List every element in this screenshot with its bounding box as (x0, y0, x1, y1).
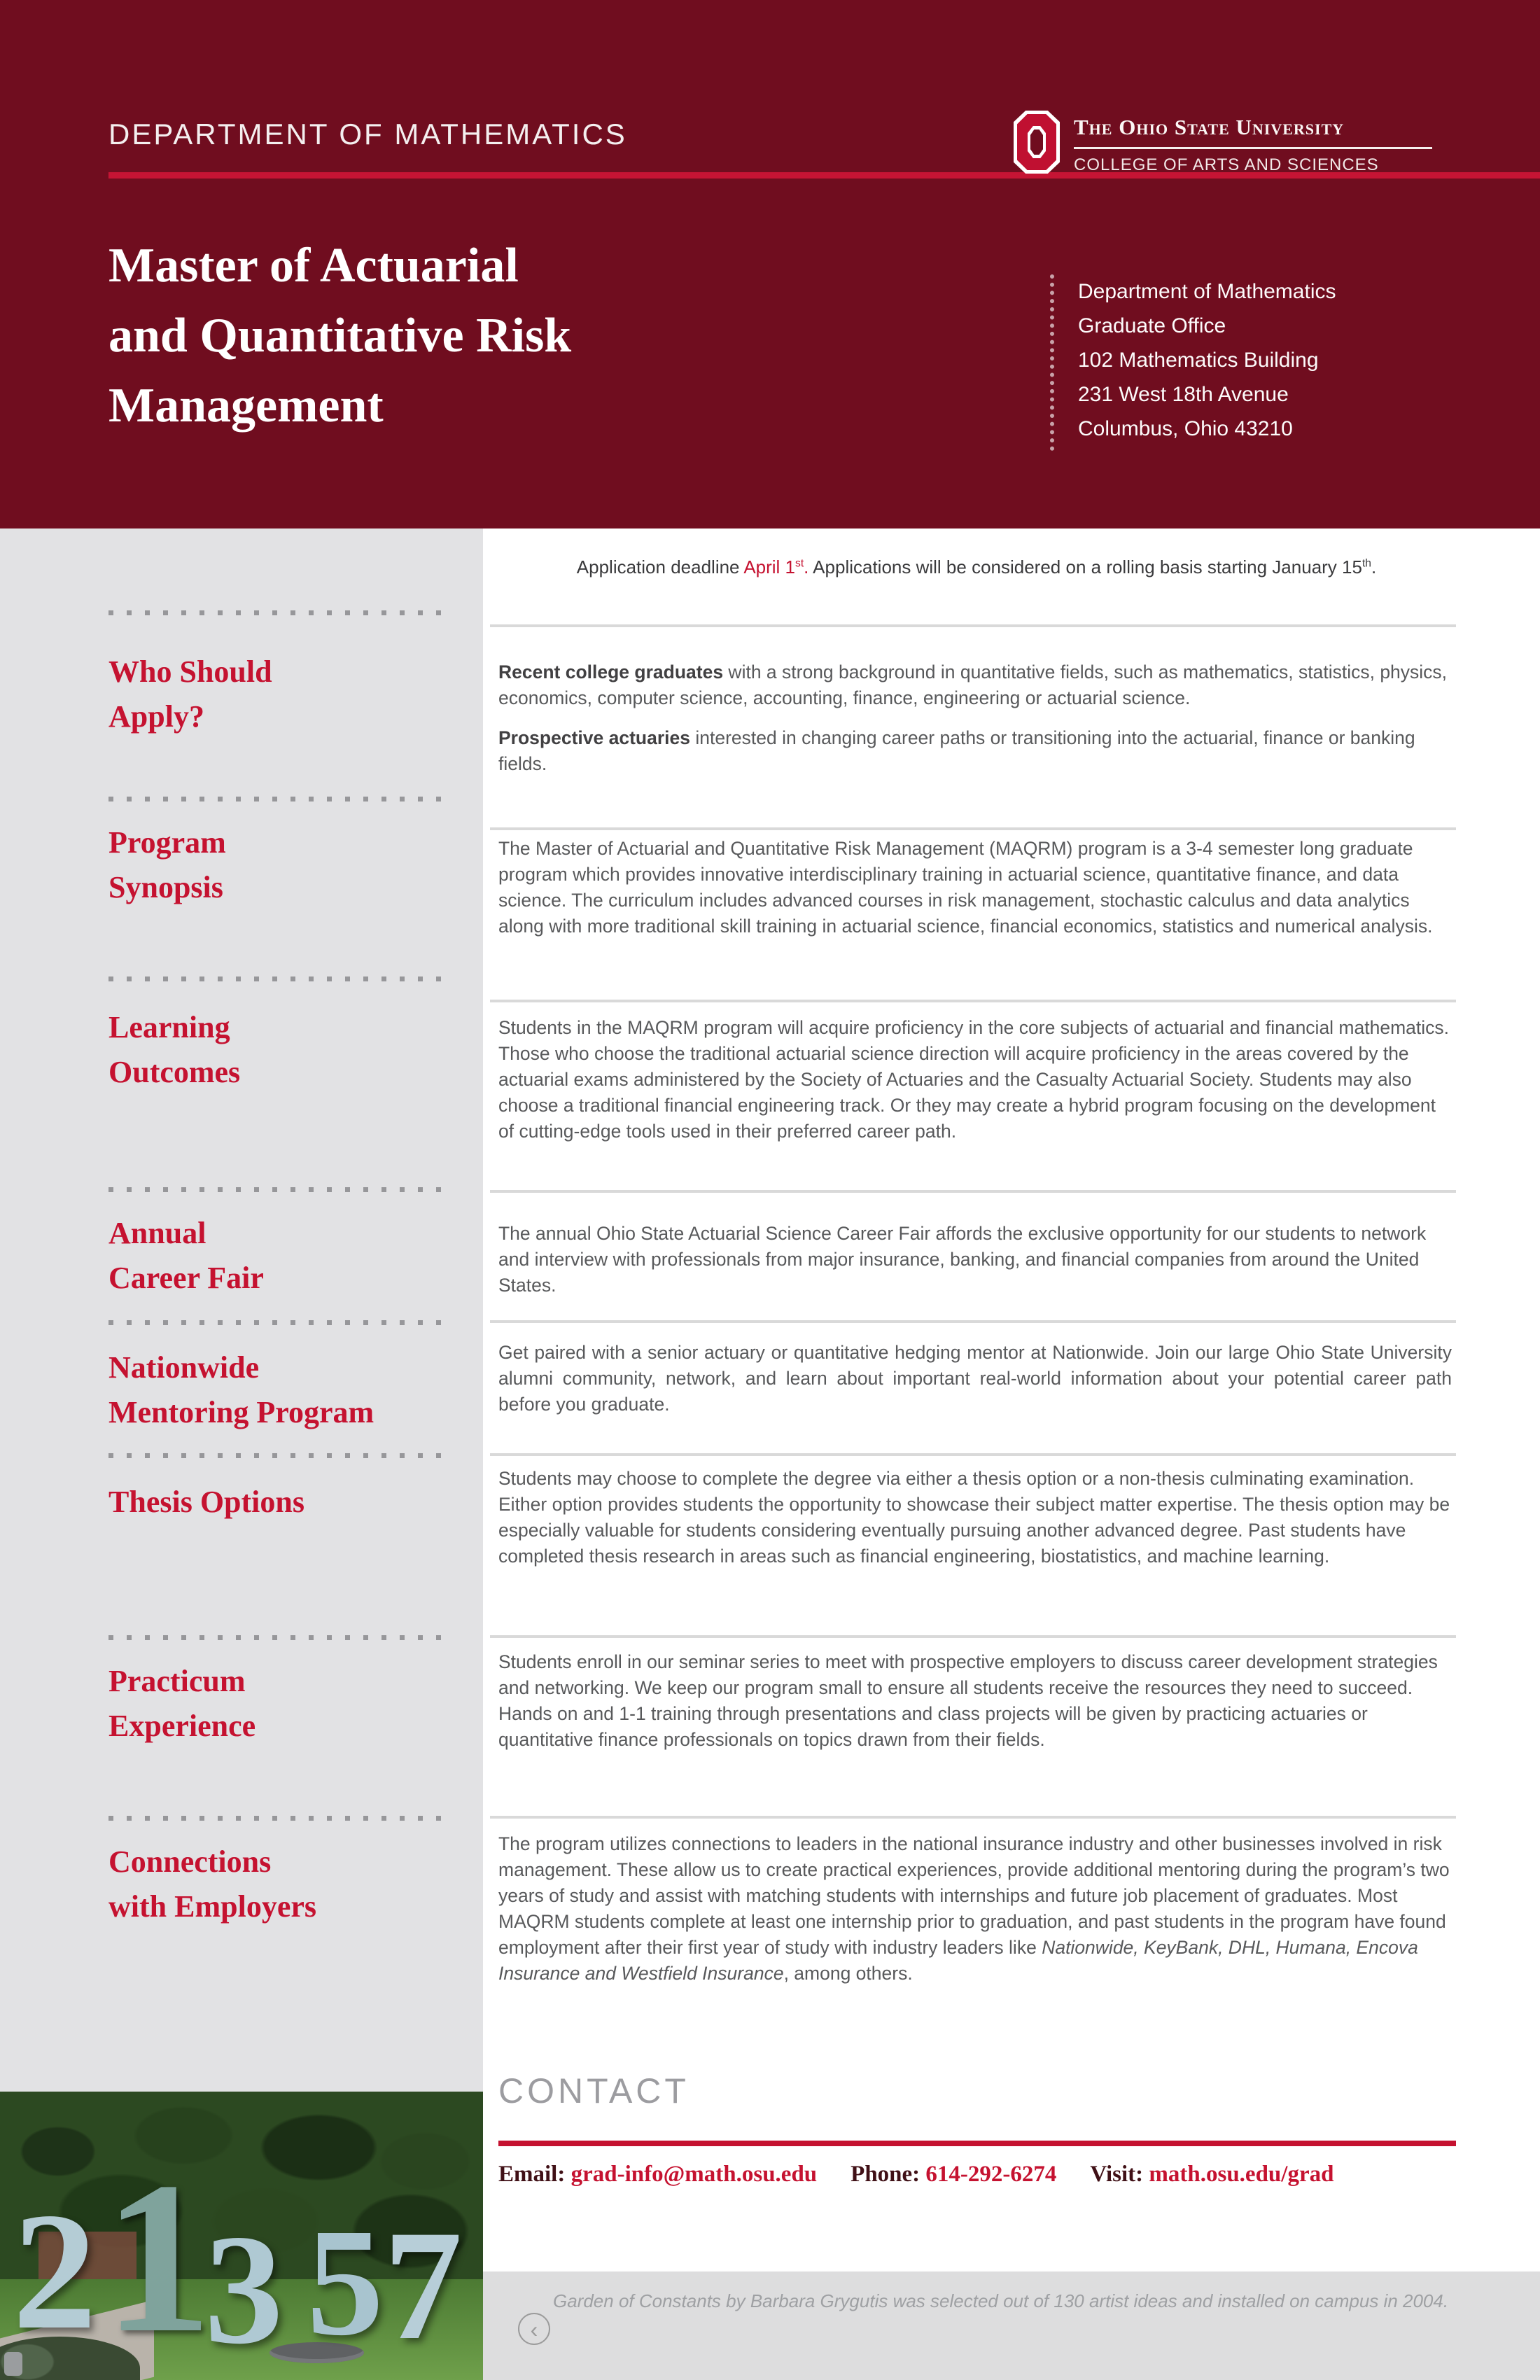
visit-label: Visit: (1090, 2162, 1149, 2187)
sidebar-heading-line: Connections (108, 1844, 272, 1879)
deadline-ordinal: th (1362, 557, 1371, 570)
dotted-separator (108, 610, 453, 615)
sidebar-heading-line: Nationwide (108, 1350, 260, 1385)
sidebar-heading-annual-career-fair (108, 1211, 472, 1301)
sculpture-number-3: 3 (204, 2202, 284, 2376)
email-link[interactable]: grad-info@math.osu.edu (570, 2162, 818, 2187)
sidebar-heading-thesis-options (108, 1480, 472, 1525)
sculpture-number-7: 7 (384, 2197, 463, 2372)
sidebar-heading-line: Mentoring Program (108, 1395, 374, 1429)
address-line: Graduate Office (1078, 314, 1226, 337)
sidebar-heading-nationwide-mentoring (108, 1345, 472, 1435)
address-line: 231 West 18th Avenue (1078, 383, 1289, 406)
address-block (1050, 274, 1336, 451)
deadline-text: Applications will be considered on a rolling basis starting January 15 (808, 556, 1362, 578)
sidebar-heading-connections-employers (108, 1840, 472, 1929)
page-title (108, 231, 1018, 441)
sidebar-heading-line: Annual (108, 1216, 206, 1250)
deadline-text: Application deadline (576, 556, 744, 578)
sidebar-heading-line: Practicum (108, 1664, 246, 1698)
sculpture-number-2: 2 (13, 2178, 97, 2364)
deadline-date-ordinal: st (795, 557, 804, 570)
sidebar-heading-line: Program (108, 825, 226, 860)
email-label: Email: (498, 2162, 571, 2187)
contact-rule (498, 2141, 1456, 2146)
dotted-separator (108, 976, 453, 981)
sidebar-heading-line: Experience (108, 1709, 256, 1743)
deadline-text: . (1371, 556, 1377, 578)
sidebar-heading-learning-outcomes (108, 1005, 472, 1095)
sidebar-heading-practicum-experience (108, 1659, 472, 1749)
paragraph-text: , among others. (783, 1963, 913, 1984)
section-divider (490, 1320, 1456, 1323)
dotted-separator (108, 797, 453, 802)
deadline-date: April 1 (743, 556, 796, 578)
footer-band (483, 2272, 1540, 2380)
sidebar-heading-line: Synopsis (108, 870, 223, 904)
sidebar-heading-line: Career Fair (108, 1261, 264, 1295)
sidebar-heading-line: Learning (108, 1010, 230, 1044)
address-line: Department of Mathematics (1078, 280, 1336, 303)
osu-block-o-logo (1014, 111, 1060, 174)
college-name: COLLEGE OF ARTS AND SCIENCES (1074, 155, 1379, 174)
section-divider (490, 1635, 1456, 1638)
nationwide-mentoring-paragraph: Get paired with a senior actuary or quantitative hedging mentor at Nationwide. Join our large Ohio State University alumni community, network, and learn about important real-world information about your potential career path before you graduate. (498, 1342, 1452, 1415)
page-title-line: Management (108, 379, 384, 433)
photo-caption: Garden of Constants by Barbara Grygutis was selected out of 130 artist ideas and installed on campus in 2004. (553, 2290, 1449, 2311)
sidebar-heading-line: Thesis Options (108, 1485, 304, 1519)
contact-details (498, 2162, 1334, 2188)
wordmark-rule (1074, 147, 1432, 149)
paragraph-text: interested in changing career paths or transitioning into the actuarial, finance or banking fields. (498, 727, 1415, 774)
learning-outcomes-paragraph: Students in the MAQRM program will acquire proficiency in the core subjects of actuarial and financial mathematics. Those who choose the traditional actuarial science direction will acquire proficiency in the areas covered by the actuarial exams administered by the Society of Actuaries and the Casualty Actuarial Society. Students may also choose a traditional financial engineering track. Or they may create a hybrid program focusing on the development of cutting-edge tools used in their preferred career path. (498, 1017, 1450, 1142)
connections-employers-paragraph (498, 1831, 1452, 1987)
section-divider (490, 1190, 1456, 1193)
application-deadline-note (490, 556, 1463, 578)
website-link[interactable]: math.osu.edu/grad (1149, 2162, 1334, 2187)
employer-names-italic: Nationwide, KeyBank, DHL, Humana, Encova Insurance and Westfield Insurance (498, 1937, 1418, 1984)
university-wordmark: The Ohio State University (1074, 115, 1345, 139)
paragraph-text: with a strong background in quantitative fields, such as mathematics, statistics, physics, economics, computer science, accounting, finance, engineering or actuarial science. (498, 662, 1448, 708)
sidebar-heading-program-synopsis (108, 820, 472, 910)
dotted-separator (108, 1187, 453, 1192)
program-synopsis-paragraph: The Master of Actuarial and Quantitative Risk Management (MAQRM) program is a 3-4 semester long graduate program which provides innovative interdisciplinary training in actuarial science, quantitative finance, and data science. The curriculum includes advanced courses in risk management, stochastic calculus and data analytics along with more traditional skill training in actuarial science, financial economics, statistics and numerical analysis. (498, 838, 1433, 937)
bold-lead-in: Prospective actuaries (498, 727, 690, 748)
annual-career-fair-paragraph: The annual Ohio State Actuarial Science Career Fair affords the exclusive opportunity for our students to network and interview with professionals from major insurance, banking, and financial companies from around the United States. (498, 1223, 1427, 1296)
section-divider (490, 1816, 1456, 1819)
dotted-separator (108, 1320, 453, 1325)
dotted-separator (108, 1453, 453, 1458)
dotted-separator (108, 1635, 453, 1640)
bold-lead-in: Recent college graduates (498, 662, 724, 682)
section-divider (490, 1453, 1456, 1456)
page-title-line: Master of Actuarial (108, 239, 519, 293)
address-line: 102 Mathematics Building (1078, 349, 1319, 372)
section-divider (490, 624, 1456, 627)
contact-heading: CONTACT (498, 2071, 690, 2110)
phone-label: Phone: (850, 2162, 926, 2187)
sidebar-heading-line: Outcomes (108, 1055, 241, 1089)
who-should-apply-paragraph-2 (498, 725, 1452, 777)
section-divider (490, 827, 1456, 830)
who-should-apply-paragraph-1 (498, 659, 1452, 711)
page-title-line: and Quantitative Risk (108, 309, 572, 363)
thesis-options-paragraph: Students may choose to complete the degree via either a thesis option or a non-thesis culminating examination. Either option provides students the opportunity to showcase their subject matter expertise. The thesis option may be especially valuable for students considering eventually pursuing another advanced degree. Past students have completed thesis research in areas such as financial engineering, biostatistics, and machine learning. (498, 1468, 1450, 1567)
department-heading: DEPARTMENT OF MATHEMATICS (108, 118, 627, 150)
address-line: Columbus, Ohio 43210 (1078, 417, 1293, 440)
phone-number: 614-292-6274 (925, 2162, 1057, 2187)
sculpture-number-1: 1 (104, 2138, 212, 2378)
sidebar-heading-line: Who Should (108, 654, 272, 689)
dotted-separator (108, 1816, 453, 1821)
header-banner (0, 0, 1540, 528)
garden-of-constants-photo (0, 2092, 483, 2380)
paragraph-text: The program utilizes connections to leaders in the national insurance industry and other businesses involved in risk management. These allow us to create practical experiences, provide additional mentoring during the program’s two years of study and assist with matching students with internships and future job placement of graduates. Most MAQRM students complete at least one internship prior to graduation, and past students in the program have found employment after their first year of study with industry leaders like (498, 1833, 1450, 1958)
deadline-date-period: . (804, 556, 809, 578)
sidebar-heading-line: Apply? (108, 699, 204, 734)
sidebar-heading-who-should-apply (108, 650, 472, 739)
osu-block-o-counter-fill (1030, 130, 1043, 155)
section-divider (490, 1000, 1456, 1002)
chevron-left-icon[interactable]: ‹ (518, 2313, 550, 2345)
sidebar-heading-line: with Employers (108, 1889, 316, 1924)
practicum-experience-paragraph: Students enroll in our seminar series to meet with prospective employers to discuss career development strategies and networking. We keep our program small to ensure all students receive the resources they need to succeed. Hands on and 1-1 training through presentations and class projects will be given by practicing actuaries or quantitative finance professionals on topics drawn from their fields. (498, 1651, 1438, 1750)
sculpture-number-5: 5 (307, 2197, 384, 2367)
